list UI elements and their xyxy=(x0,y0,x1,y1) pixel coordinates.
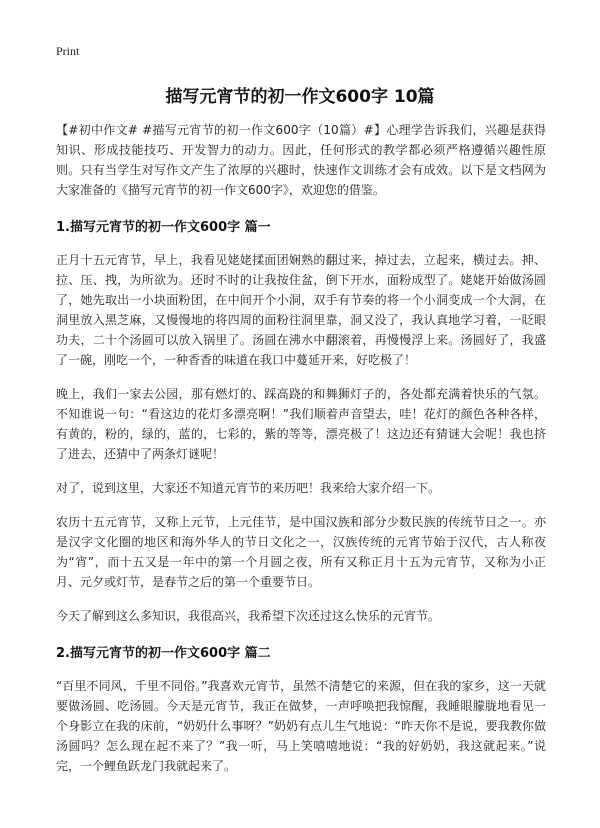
paragraph: “百里不同风，千里不同俗。”我喜欢元宵节，虽然不清楚它的来源，但在我的家乡，这一天就要做汤圆、吃汤圆。今天是元宵节，我正在做梦，一声呼唤把我惊醒，我睡眼朦胧地看见一个身影立在我的床前，“奶奶什么事呀？”奶奶有点儿生气地说：“昨天你不是说，要我教你做汤圆吗？怎么现在起不来了？”我一听，马上笑嘻嘻地说：“我的好奶奶，我这就起来。”说完，一个鲤鱼跃龙门我就起来了。 xyxy=(56,679,546,773)
paragraph: 晚上，我们一家去公园，那有燃灯的、踩高跷的和舞狮灯子的，各处都充满着快乐的气氛。不知谁说一句：“看这边的花灯多漂亮啊！”我们顺着声音望去，哇！花灯的颜色各种各样，有黄的，粉的，绿的，蓝的，七彩的，紫的等等，漂亮极了！这边还有猜谜大会呢！我也挤了进去，还猜中了两条灯谜呢！ xyxy=(56,387,546,461)
paragraph: 今天了解到这么多知识，我很高兴，我希望下次还过这么快乐的元宵节。 xyxy=(56,609,441,623)
section-heading-1: 1.描写元宵节的初一作文600字 篇一 xyxy=(56,220,271,235)
paragraph: 对了，说到这里，大家还不知道元宵节的来历吧！我来给大家介绍一下。 xyxy=(56,481,441,495)
article-body xyxy=(56,120,546,790)
intro-paragraph: 【#初中作文# #描写元宵节的初一作文600字（10篇）#】心理学告诉我们，兴趣是获得知识、形成技能技巧、开发智力的动力。因此，任何形式的教学都必须严格遵循兴趣性原则。只有当学生对写作文产生了浓厚的兴趣时，快速作文训练才会有成效。以下是文档网为大家准备的《描写元宵节的初一作文600字》，欢迎您的借鉴。 xyxy=(56,123,546,197)
paragraph: 正月十五元宵节，早上，我看见姥姥揉面团娴熟的翻过来，掉过去，立起来，横过去。抻、拉、压、拽，为所欲为。还时不时的让我按住盆，倒下开水，面粉成型了。姥姥开始做汤圆了，她先取出一小块面粉团，在中间开个小洞，双手有节奏的将一个小洞变成一个大洞，在洞里放入黑芝麻，又慢慢地的将四周的面粉往洞里靠，洞又没了，我认真地学习着，一眨眼功夫，二十个汤圆可以放入锅里了。汤圆在沸水中翻滚着，再慢慢浮上来。汤圆好了，我盛了一碗，刚吃一个，一种香香的味道在我口中蔓延开来，好吃极了！ xyxy=(56,253,546,367)
section-heading-2: 2.描写元宵节的初一作文600字 篇二 xyxy=(56,646,271,661)
paragraph: 农历十五元宵节，又称上元节，上元佳节，是中国汉族和部分少数民族的传统节日之一。亦是汉字文化圈的地区和海外华人的节日文化之一，汉族传统的元宵节始于汉代，古人称夜为“宵”，而十五又是一年中的第一个月圆之夜，所有又称正月十五为元宵节，又称为小正月、元夕或灯节，是春节之后的第一个重要节日。 xyxy=(56,515,546,589)
print-link[interactable]: Print xyxy=(56,44,80,58)
document-title: 描写元宵节的初一作文600字 10篇 xyxy=(165,87,435,107)
